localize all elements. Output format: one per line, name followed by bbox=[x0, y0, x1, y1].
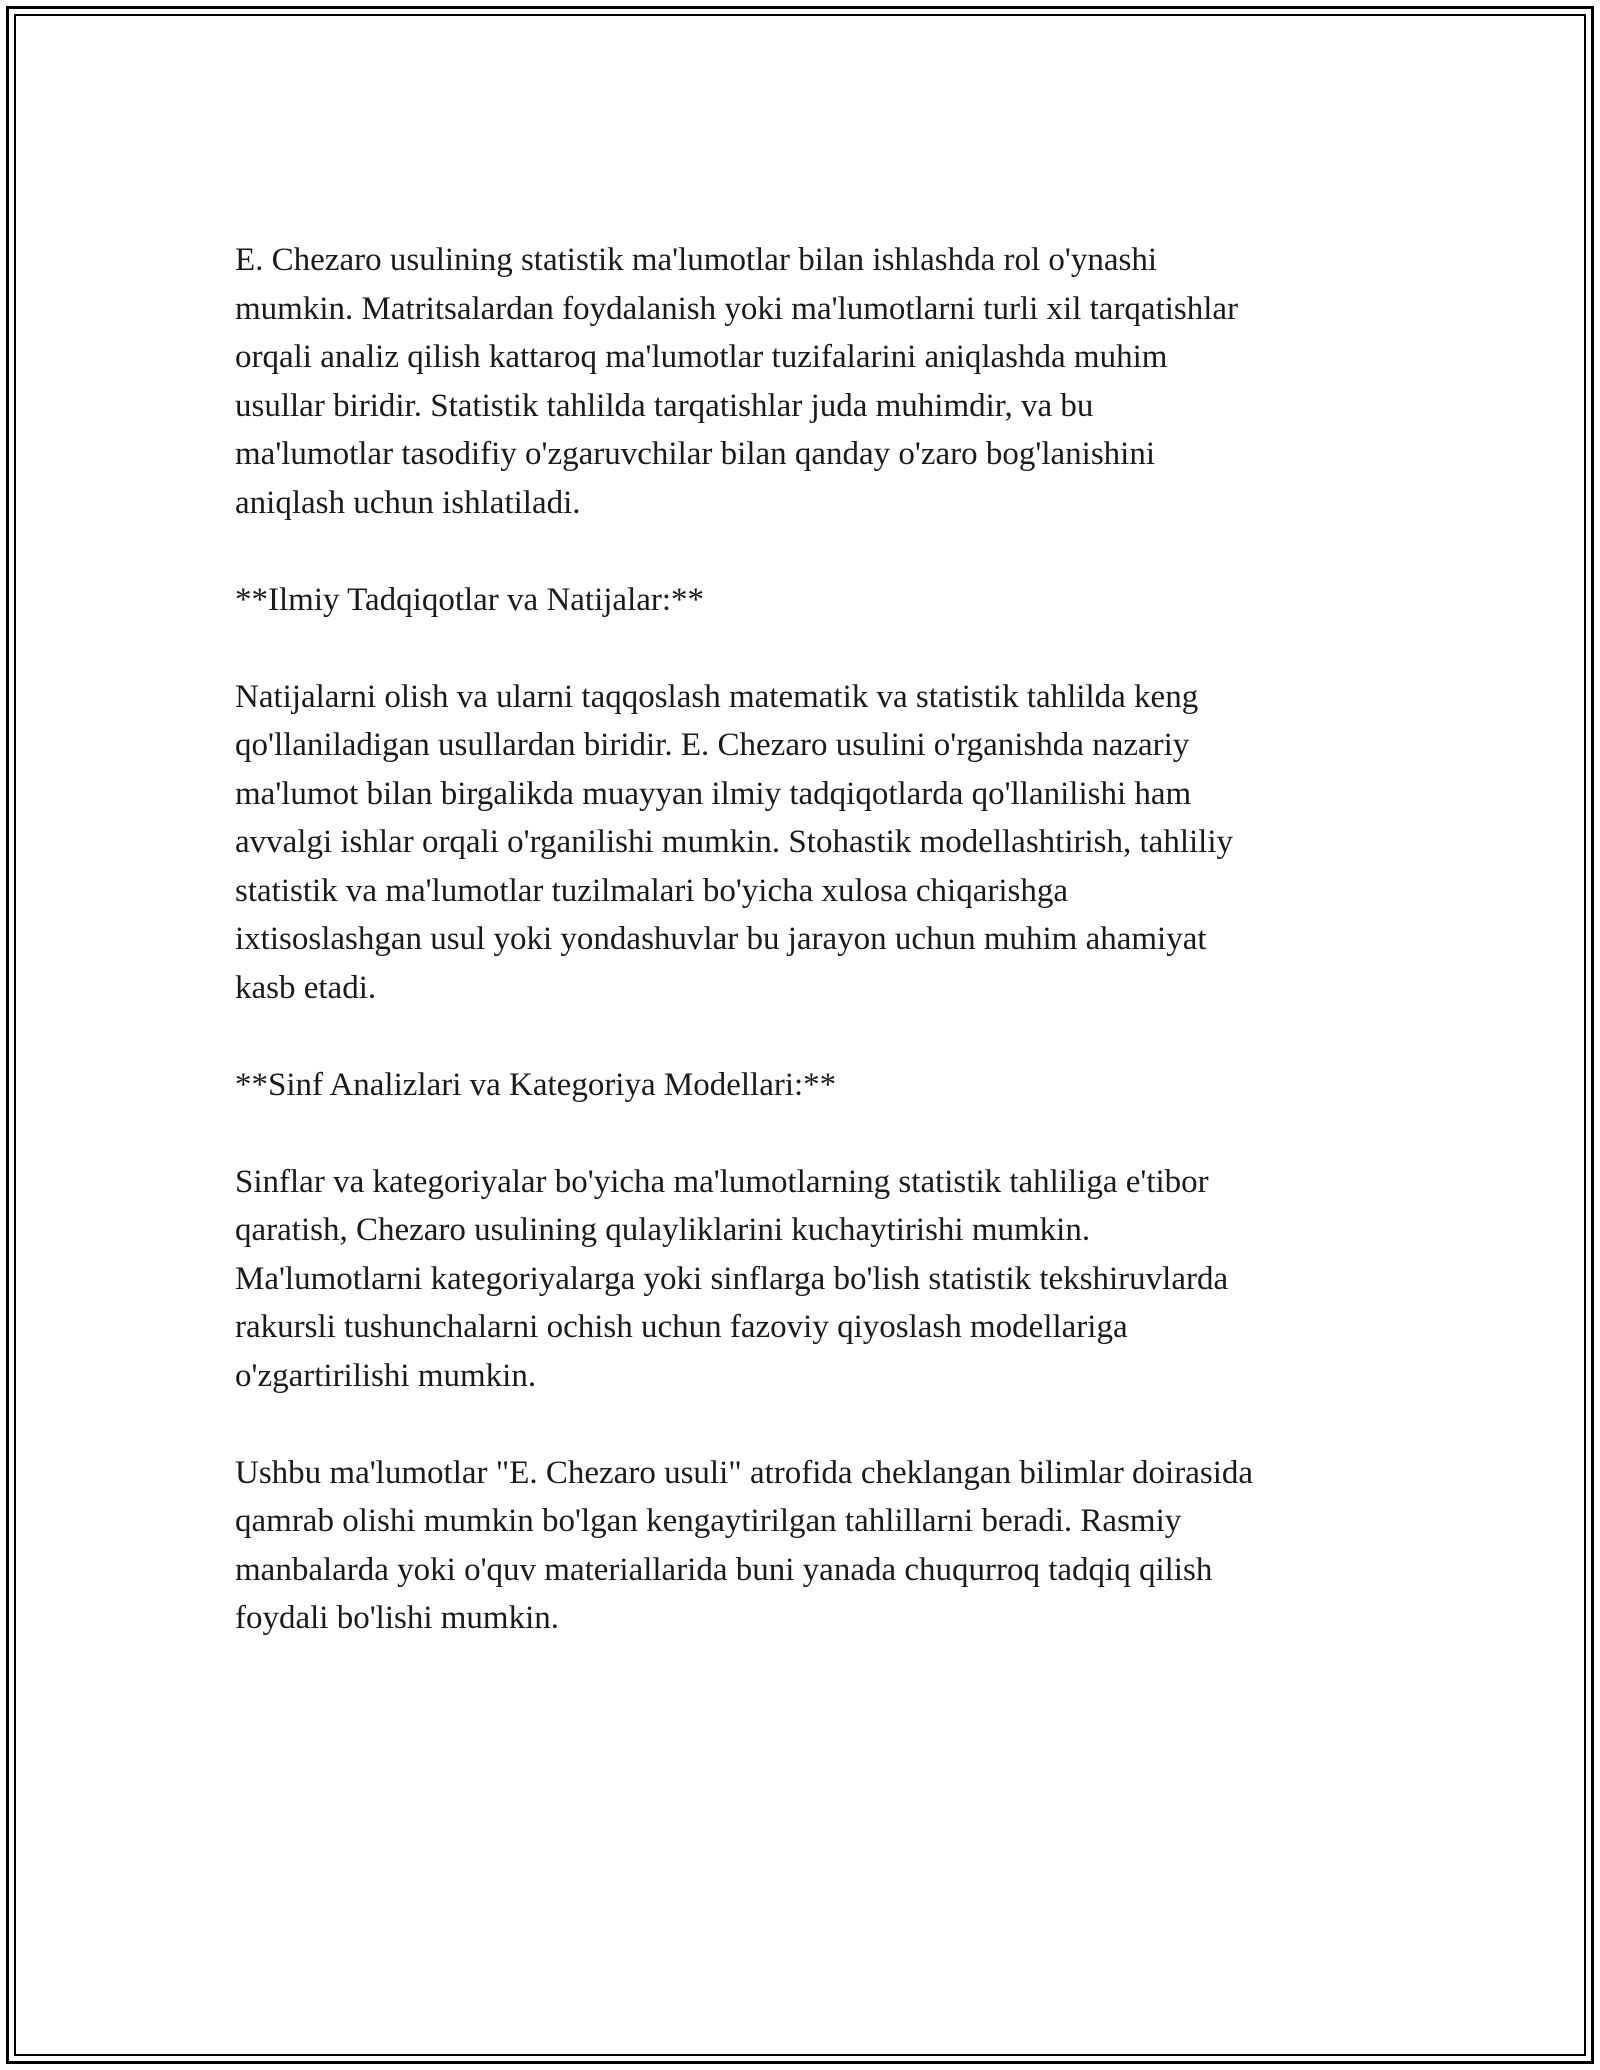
paragraph-intro: E. Chezaro usulining statistik ma'lumotlar bilan ishlashda rol o'ynashi mumkin. Matritsalardan foydalanish yoki ma'lumotlarni turli xil tarqatishlar orqali analiz qilish kattaroq ma'lumotlar tuzifalarini aniqlashda muhim usullar biridir. Statistik tahlilda tarqatishlar juda muhimdir, va bu ma'lumotlar tasodifiy o'zgaruvchilar bilan qanday o'zaro bog'lanishini aniqlash uchun ishlatiladi. bbox=[235, 242, 1239, 521]
paragraph-research: Natijalarni olish va ularni taqqoslash matematik va statistik tahlilda keng qo'llaniladigan usullardan biridir. E. Chezaro usulini o'rganishda nazariy ma'lumot bilan birgalikda muayyan ilmiy tadqiqotlarda qo'llanilishi ham avvalgi ishlar orqali o'rganilishi mumkin. Stohastik modellashtirish, tahliliy statistik va ma'lumotlar tuzilmalari bo'yicha xulosa chiqarishga ixtisoslashgan usul yoki yondashuvlar bu jarayon uchun muhim ahamiyat kasb etadi. bbox=[235, 678, 1233, 1006]
paragraph-conclusion: Ushbu ma'lumotlar "E. Chezaro usuli" atrofida cheklangan bilimlar doirasida qamrab olishi mumkin bo'lgan kengaytirilgan tahlillarni beradi. Rasmiy manbalarda yoki o'quv materiallarida buni yanada chuqurroq tadqiq qilish foydali bo'lishi mumkin. bbox=[235, 1454, 1254, 1636]
section-heading-class-analysis: **Sinf Analizlari va Kategoriya Modellari:** bbox=[235, 1066, 837, 1103]
document-body bbox=[235, 236, 1385, 1691]
paragraph-class-analysis: Sinflar va kategoriyalar bo'yicha ma'lumotlarning statistik tahliliga e'tibor qaratish, Chezaro usulining qulayliklarini kuchaytirishi mumkin. Ma'lumotlarni kategoriyalarga yoki sinflarga bo'lish statistik tekshiruvlarda rakursli tushunchalarni ochish uchun fazoviy qiyoslash modellariga o'zgartirilishi mumkin. bbox=[235, 1163, 1229, 1394]
section-heading-research: **Ilmiy Tadqiqotlar va Natijalar:** bbox=[235, 581, 705, 618]
